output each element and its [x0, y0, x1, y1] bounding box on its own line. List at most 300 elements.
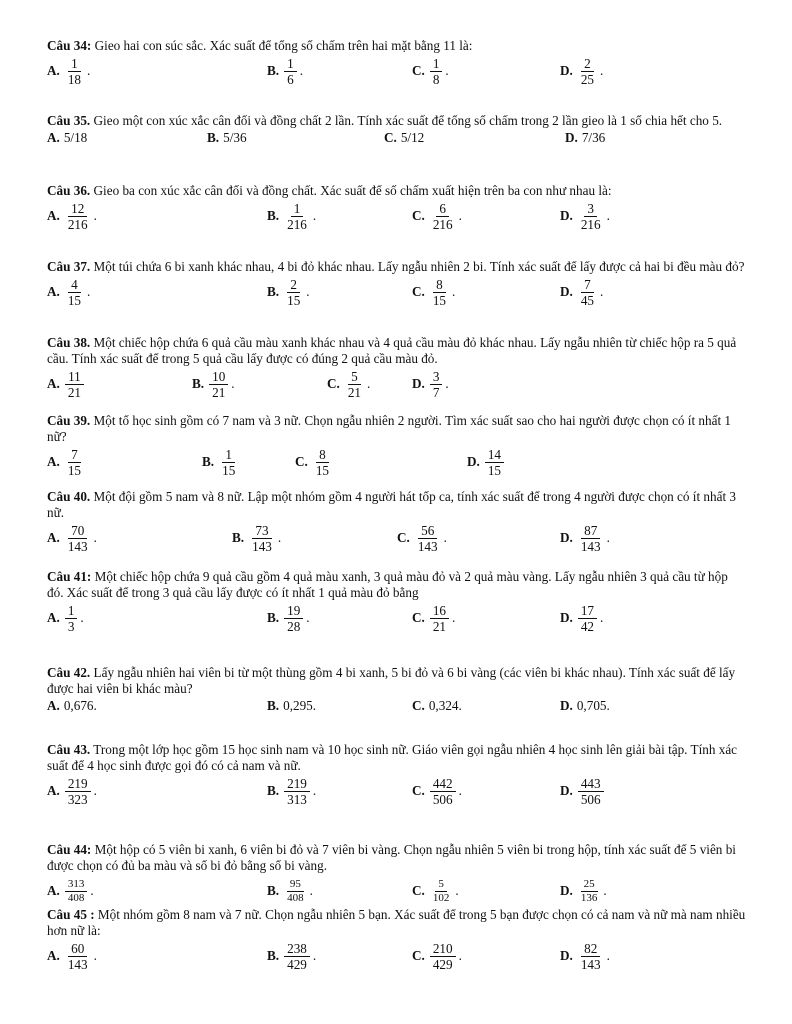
question-block [47, 489, 747, 555]
fraction-numerator: 442 [430, 776, 456, 792]
option-letter: D. [467, 454, 480, 469]
fraction [578, 523, 604, 554]
answer-option-a[interactable] [47, 939, 97, 973]
fraction-numerator: 73 [252, 523, 271, 539]
answer-option-c[interactable] [412, 601, 455, 635]
fraction-numerator: 219 [65, 776, 91, 792]
question-stem [47, 569, 747, 601]
fraction [249, 523, 275, 554]
question-text: Gieo một con xúc xắc cân đối và đồng chất 2 lần. Tính xác suất để tổng số chấm trong 2 lần gieo là 1 số chia hết cho 5. [90, 113, 723, 128]
fraction-denominator: 143 [417, 538, 438, 554]
fraction-numerator: 210 [430, 941, 456, 957]
answer-option-b[interactable] [267, 939, 316, 973]
option-letter: D. [560, 783, 573, 798]
fraction-numerator: 219 [284, 776, 310, 792]
answer-option-b[interactable] [267, 275, 310, 309]
option-letter: A. [47, 208, 60, 223]
fraction [209, 369, 228, 400]
fraction-denominator: 216 [287, 216, 307, 232]
option-letter: D. [560, 610, 573, 625]
option-letter: C. [327, 376, 340, 391]
answer-option-b[interactable] [192, 367, 235, 401]
fraction-denominator: 21 [212, 384, 226, 400]
answer-options [47, 275, 747, 309]
fraction-denominator: 7 [432, 384, 440, 400]
option-letter: C. [412, 63, 425, 78]
option-letter: D. [560, 284, 573, 299]
option-period: . [312, 948, 317, 963]
fraction [578, 941, 604, 972]
option-period: . [606, 530, 610, 545]
question-text: Một nhóm gồm 8 nam và 7 nữ. Chọn ngẫu nhiên 5 bạn. Xác suất để trong 5 bạn được chọn có cả nam và nữ mà nam nhiều hơn nữ là: [47, 907, 746, 938]
question-stem [47, 842, 747, 874]
fraction-numerator: 95 [287, 878, 304, 892]
fraction-numerator: 5 [435, 878, 447, 892]
answer-option-c[interactable] [412, 774, 462, 808]
answer-option-b[interactable] [267, 774, 316, 808]
answer-option-d[interactable] [560, 275, 603, 309]
fraction-denominator: 21 [67, 384, 82, 400]
fraction-numerator: 14 [485, 447, 504, 463]
question-stem [47, 413, 747, 445]
option-value: 0,295. [283, 698, 317, 713]
question-stem [47, 742, 747, 774]
fraction [284, 201, 310, 232]
option-letter: C. [412, 284, 425, 299]
fraction-denominator: 408 [67, 891, 85, 904]
option-letter: B. [192, 376, 205, 391]
question-label: Câu 34: [47, 38, 92, 53]
answer-option-a[interactable] [47, 521, 97, 555]
option-period: . [606, 208, 610, 223]
question-text: Một hộp có 5 viên bi xanh, 6 viên bi đỏ và 7 viên bi vàng. Chọn ngẫu nhiên 5 viên bi trong hộp, tính xác suất để 5 viên bi được chọn có đủ ba màu và số bi đỏ bằng số bi vàng. [47, 842, 736, 873]
fraction-denominator: 429 [287, 956, 307, 972]
question-block [47, 569, 747, 635]
option-period: . [455, 883, 459, 898]
option-period: . [80, 610, 84, 625]
option-value: 0,676. [63, 698, 97, 713]
answer-option-b[interactable] [207, 129, 247, 147]
fraction [345, 369, 364, 400]
answer-option-a[interactable] [47, 275, 90, 309]
answer-options [47, 939, 747, 973]
question-text: Một chiếc hộp chứa 6 quả cầu màu xanh khác nhau và 4 quả cầu màu đỏ khác nhau. Lấy ngẫu nhiên từ chiếc hộp ra 5 quả cầu. Tính xác suất để trong 5 quả cầu lấy được có đúng 2 quả cầu màu đỏ. [47, 335, 737, 366]
answer-option-b[interactable] [232, 521, 281, 555]
answer-option-c[interactable] [384, 129, 424, 147]
answer-option-d[interactable] [560, 874, 607, 908]
answer-option-c[interactable] [412, 275, 455, 309]
option-period: . [277, 530, 282, 545]
answer-option-a[interactable] [47, 874, 94, 908]
fraction [284, 941, 310, 972]
option-period: . [445, 63, 449, 78]
answer-option-d[interactable] [560, 521, 610, 555]
option-letter: D. [412, 376, 425, 391]
fraction-denominator: 323 [67, 791, 88, 807]
answer-option-c[interactable] [412, 939, 462, 973]
answer-option-d[interactable] [560, 601, 603, 635]
option-value: 5/18 [63, 130, 88, 145]
answer-options [47, 199, 747, 233]
fraction-numerator: 16 [430, 603, 449, 619]
question-text: Lấy ngẫu nhiên hai viên bi từ một thùng gồm 4 bi xanh, 5 bi đỏ và 6 bi vàng (các viên bi khác nhau). Tính xác suất để lấy được hai viên bi khác màu? [47, 665, 736, 696]
fraction [430, 878, 453, 905]
fraction-denominator: 216 [67, 216, 88, 232]
option-letter: D. [560, 208, 573, 223]
fraction [65, 878, 88, 905]
fraction-numerator: 1 [284, 56, 297, 72]
fraction-numerator: 12 [68, 201, 87, 217]
question-block [47, 665, 747, 715]
option-letter: B. [267, 883, 280, 898]
question-text: Gieo ba con xúc xắc cân đối và đồng chất. Xác suất để số chấm xuất hiện trên ba con như nhau là: [90, 183, 612, 198]
fraction [284, 878, 307, 905]
fraction [430, 776, 456, 807]
question-label: Câu 44: [47, 842, 92, 857]
question-label: Câu 40. [47, 489, 91, 504]
answer-option-a[interactable] [47, 697, 97, 715]
option-period: . [93, 783, 97, 798]
question-text: Một tổ học sinh gồm có 7 nam và 3 nữ. Chọn ngẫu nhiên 2 người. Tìm xác suất sao cho hai người được chọn có ít nhất 1 nữ? [47, 413, 732, 444]
option-period: . [452, 610, 456, 625]
option-letter: D. [560, 883, 573, 898]
fraction [284, 603, 303, 634]
fraction-numerator: 7 [581, 277, 594, 293]
fraction [65, 523, 91, 554]
fraction-numerator: 11 [65, 369, 84, 385]
fraction [578, 878, 601, 905]
option-letter: D. [565, 130, 578, 145]
fraction [65, 277, 84, 308]
option-letter: A. [47, 284, 60, 299]
option-period: . [445, 376, 449, 391]
option-letter: A. [47, 610, 60, 625]
question-label: Câu 42. [47, 665, 91, 680]
option-letter: A. [47, 883, 60, 898]
answer-option-a[interactable] [47, 445, 85, 479]
answer-options [47, 601, 747, 635]
option-period: . [458, 208, 462, 223]
option-letter: A. [47, 63, 60, 78]
question-label: Câu 37. [47, 259, 91, 274]
option-letter: C. [412, 698, 425, 713]
answer-option-d[interactable] [560, 939, 610, 973]
fraction-numerator: 5 [348, 369, 361, 385]
option-period: . [600, 63, 604, 78]
option-letter: A. [47, 376, 60, 391]
option-letter: B. [267, 948, 280, 963]
fraction-denominator: 15 [315, 462, 330, 478]
fraction [65, 201, 91, 232]
question-stem [47, 183, 747, 199]
fraction-numerator: 3 [430, 369, 443, 385]
question-stem [47, 335, 747, 367]
answer-option-b[interactable] [202, 445, 239, 479]
fraction-denominator: 143 [67, 956, 88, 972]
answer-options [47, 129, 747, 147]
fraction-denominator: 28 [287, 618, 301, 634]
option-letter: B. [267, 610, 280, 625]
fraction-denominator: 15 [487, 462, 502, 478]
option-period: . [306, 610, 310, 625]
question-block [47, 742, 747, 808]
option-letter: B. [267, 284, 280, 299]
question-stem [47, 665, 747, 697]
fraction-numerator: 70 [68, 523, 87, 539]
question-label: Câu 35. [47, 113, 91, 128]
fraction-numerator: 1 [430, 56, 443, 72]
fraction-denominator: 15 [432, 292, 447, 308]
fraction-denominator: 18 [67, 71, 82, 87]
fraction-numerator: 56 [418, 523, 437, 539]
fraction-denominator: 15 [67, 462, 82, 478]
fraction [284, 56, 297, 87]
fraction-denominator: 15 [222, 462, 236, 478]
answer-option-c[interactable] [412, 697, 462, 715]
answer-option-d[interactable] [560, 199, 610, 233]
fraction [430, 277, 449, 308]
fraction-numerator: 313 [65, 878, 88, 892]
answer-option-a[interactable] [47, 774, 97, 808]
fraction [219, 447, 238, 478]
question-block [47, 183, 747, 233]
fraction [578, 56, 597, 87]
fraction-numerator: 17 [578, 603, 597, 619]
fraction-numerator: 1 [68, 56, 81, 72]
answer-options [47, 521, 747, 555]
question-block [47, 259, 747, 309]
option-period: . [367, 376, 371, 391]
answer-option-a[interactable] [47, 601, 84, 635]
option-letter: C. [384, 130, 397, 145]
fraction-denominator: 143 [580, 956, 601, 972]
answer-option-c[interactable] [295, 445, 333, 479]
fraction-denominator: 506 [432, 791, 453, 807]
fraction-denominator: 313 [287, 791, 307, 807]
option-letter: B. [232, 530, 245, 545]
fraction [415, 523, 441, 554]
answer-option-d[interactable] [560, 54, 603, 88]
question-text: Gieo hai con súc sắc. Xác suất để tổng số chấm trên hai mặt bằng 11 là: [91, 38, 473, 53]
option-value: 5/12 [400, 130, 425, 145]
option-period: . [93, 948, 97, 963]
answer-option-d[interactable] [560, 697, 610, 715]
question-block [47, 413, 747, 479]
fraction-denominator: 6 [287, 71, 294, 87]
question-stem [47, 38, 747, 54]
option-period: . [458, 783, 462, 798]
question-label: Câu 38. [47, 335, 91, 350]
option-letter: D. [560, 698, 573, 713]
fraction-numerator: 60 [68, 941, 87, 957]
fraction [65, 369, 84, 400]
option-letter: C. [412, 783, 425, 798]
option-letter: A. [47, 130, 60, 145]
answer-options [47, 445, 747, 479]
fraction-denominator: 429 [432, 956, 453, 972]
answer-option-b[interactable] [267, 874, 313, 908]
answer-option-c[interactable] [397, 521, 447, 555]
fraction-denominator: 8 [432, 71, 440, 87]
answer-options [47, 874, 747, 908]
fraction-denominator: 408 [287, 891, 304, 904]
option-letter: A. [47, 530, 60, 545]
fraction-numerator: 4 [68, 277, 81, 293]
fraction-numerator: 19 [284, 603, 303, 619]
option-value: 7/36 [581, 130, 606, 145]
fraction-denominator: 143 [67, 538, 88, 554]
answer-option-b[interactable] [267, 54, 303, 88]
option-letter: D. [560, 63, 573, 78]
question-block [47, 907, 747, 973]
fraction-numerator: 2 [287, 277, 300, 293]
fraction [430, 941, 456, 972]
option-letter: C. [412, 610, 425, 625]
fraction-numerator: 7 [68, 447, 81, 463]
option-period: . [443, 530, 447, 545]
option-period: . [93, 208, 97, 223]
option-period: . [452, 284, 456, 299]
fraction [65, 603, 78, 634]
question-label: Câu 45 : [47, 907, 95, 922]
fraction-denominator: 216 [432, 216, 453, 232]
answer-option-b[interactable] [267, 601, 310, 635]
fraction-numerator: 2 [581, 56, 594, 72]
fraction-denominator: 216 [580, 216, 601, 232]
fraction-numerator: 443 [578, 776, 604, 792]
option-letter: D. [560, 948, 573, 963]
option-period: . [87, 63, 91, 78]
fraction-denominator: 136 [580, 891, 598, 904]
option-period: . [87, 284, 91, 299]
option-value: 5/36 [223, 130, 247, 145]
option-period: . [90, 883, 94, 898]
option-period: . [600, 284, 604, 299]
option-letter: A. [47, 454, 60, 469]
option-letter: B. [267, 698, 280, 713]
fraction [578, 776, 604, 807]
fraction-numerator: 3 [584, 201, 597, 217]
answer-options [47, 774, 747, 808]
fraction-numerator: 1 [65, 603, 78, 619]
option-letter: C. [397, 530, 410, 545]
fraction-numerator: 82 [581, 941, 600, 957]
question-label: Câu 43. [47, 742, 91, 757]
fraction [430, 201, 456, 232]
answer-option-a[interactable] [47, 367, 85, 401]
fraction-denominator: 21 [432, 618, 447, 634]
fraction-denominator: 3 [67, 618, 75, 634]
question-stem [47, 113, 747, 129]
option-letter: B. [207, 130, 220, 145]
fraction [430, 369, 443, 400]
answer-option-d[interactable] [412, 367, 449, 401]
fraction [65, 56, 84, 87]
option-period: . [231, 376, 235, 391]
option-period: . [458, 948, 462, 963]
option-letter: A. [47, 698, 60, 713]
question-text: Một đội gồm 5 nam và 8 nữ. Lập một nhóm gồm 4 người hát tốp ca, tính xác suất để trong 4 người được chọn có ít nhất 3 nữ. [47, 489, 737, 520]
answer-option-a[interactable] [47, 54, 90, 88]
option-period: . [603, 883, 607, 898]
question-text: Một túi chứa 6 bi xanh khác nhau, 4 bi đỏ khác nhau. Lấy ngẫu nhiên 2 bi. Tính xác suất để lấy được cả hai bi đều màu đỏ? [90, 259, 745, 274]
option-letter: C. [412, 948, 425, 963]
answer-option-c[interactable] [412, 199, 462, 233]
question-label: Câu 36. [47, 183, 91, 198]
answer-option-d[interactable] [467, 445, 505, 479]
fraction [485, 447, 504, 478]
fraction-denominator: 21 [347, 384, 362, 400]
fraction-denominator: 25 [580, 71, 595, 87]
fraction [430, 603, 449, 634]
fraction-denominator: 143 [580, 538, 601, 554]
answer-option-c[interactable] [412, 874, 459, 908]
fraction [313, 447, 332, 478]
fraction-numerator: 10 [209, 369, 228, 385]
fraction [65, 447, 84, 478]
answer-options [47, 697, 747, 715]
question-text: Trong một lớp học gồm 15 học sinh nam và 10 học sinh nữ. Giáo viên gọi ngẫu nhiên 4 học sinh lên giải bài tập. Tính xác suất để 4 học sinh được gọi đó có cả nam và nữ. [47, 742, 738, 773]
question-block [47, 113, 747, 147]
question-stem [47, 489, 747, 521]
option-letter: C. [295, 454, 308, 469]
fraction [65, 941, 91, 972]
fraction [65, 776, 91, 807]
option-period: . [93, 530, 97, 545]
fraction-denominator: 102 [432, 891, 450, 904]
answer-option-a[interactable] [47, 129, 87, 147]
option-period: . [606, 948, 610, 963]
fraction-denominator: 42 [580, 618, 595, 634]
fraction-numerator: 8 [316, 447, 329, 463]
option-period: . [306, 284, 310, 299]
answer-option-b[interactable] [267, 199, 316, 233]
question-text: Một chiếc hộp chứa 9 quả cầu gồm 4 quả màu xanh, 3 quả màu đỏ và 2 quả màu vàng. Lấy ngẫu nhiên 3 quả cầu từ hộp đó. Xác suất để trong 3 quả cầu lấy được có ít nhất 1 quả màu đỏ bằng [47, 569, 728, 600]
option-letter: D. [560, 530, 573, 545]
question-block [47, 335, 747, 401]
option-value: 0,324. [428, 698, 462, 713]
option-period: . [600, 610, 604, 625]
fraction [578, 277, 597, 308]
fraction-numerator: 87 [581, 523, 600, 539]
fraction-numerator: 8 [433, 277, 446, 293]
answer-options [47, 367, 747, 401]
question-stem [47, 907, 747, 939]
question-block [47, 38, 747, 88]
option-letter: B. [267, 208, 280, 223]
answer-option-c[interactable] [327, 367, 370, 401]
fraction-denominator: 15 [287, 292, 301, 308]
answer-option-c[interactable] [412, 54, 449, 88]
option-letter: B. [202, 454, 215, 469]
answer-option-d[interactable] [565, 129, 605, 147]
fraction [284, 776, 310, 807]
answer-option-a[interactable] [47, 199, 97, 233]
fraction-denominator: 15 [67, 292, 82, 308]
fraction-denominator: 143 [252, 538, 272, 554]
option-letter: C. [412, 883, 425, 898]
answer-option-d[interactable] [560, 774, 605, 808]
fraction [284, 277, 303, 308]
option-letter: B. [267, 63, 280, 78]
answer-option-b[interactable] [267, 697, 316, 715]
question-label: Câu 39. [47, 413, 91, 428]
option-letter: B. [267, 783, 280, 798]
fraction [578, 603, 597, 634]
fraction [578, 201, 604, 232]
option-period: . [312, 208, 317, 223]
fraction-numerator: 1 [291, 201, 304, 217]
